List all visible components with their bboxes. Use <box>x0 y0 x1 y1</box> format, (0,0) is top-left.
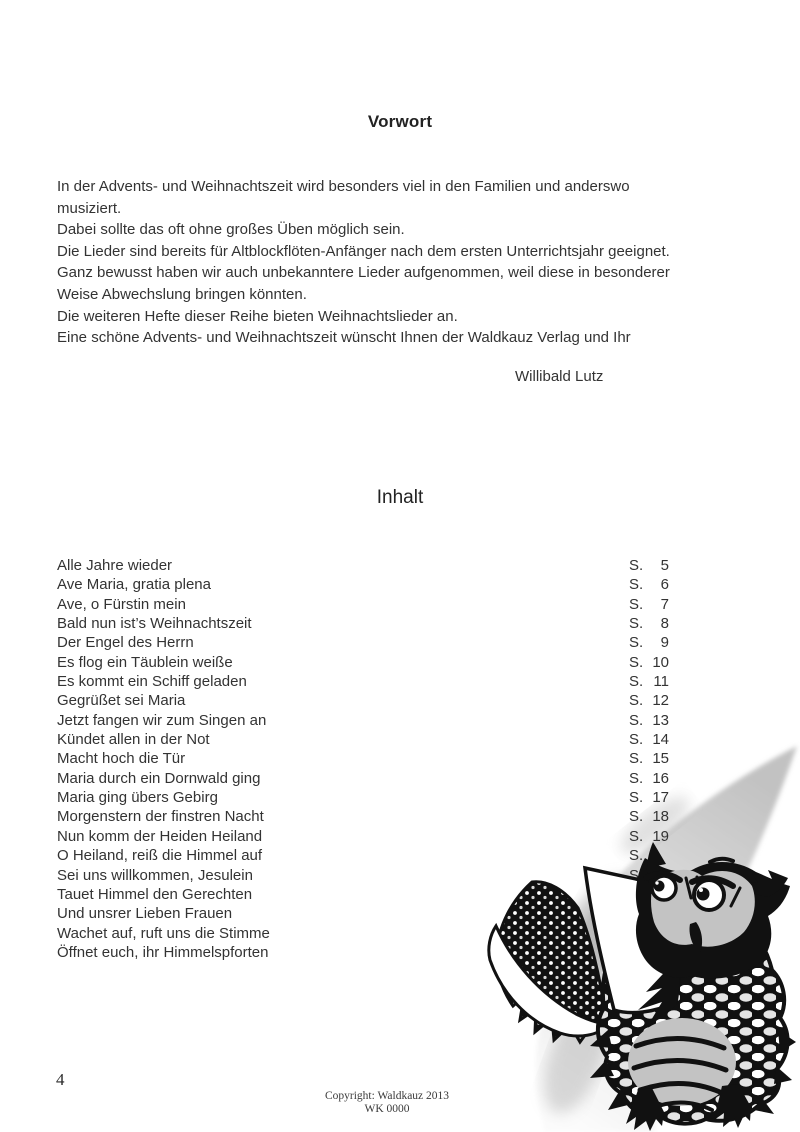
toc-entry-title: Es kommt ein Schiff geladen <box>57 673 247 691</box>
toc-row <box>57 614 669 633</box>
toc-page-prefix: S. <box>629 557 644 574</box>
toc-entry-title: Jetzt fangen wir zum Singen an <box>57 711 267 729</box>
vorwort-line: Eine schöne Advents- und Weihnachtszeit wünscht Ihnen der Waldkauz Verlag und Ihr <box>57 329 631 347</box>
toc-page-number: 13 <box>652 711 669 729</box>
toc-page-prefix: S. <box>629 827 644 845</box>
toc-entry-title: Und unsrer Lieben Frauen <box>57 905 233 923</box>
toc-page-prefix: S. <box>629 692 644 710</box>
vorwort-line: Ganz bewusst haben wir auch unbekanntere Lieder aufgenommen, weil diese in besonderer <box>57 264 670 282</box>
toc-page-number: 16 <box>652 769 669 787</box>
toc-entry-title: Es flog ein Täublein weiße <box>57 653 233 671</box>
toc-page-number: 11 <box>653 673 669 691</box>
toc-page-number: 7 <box>660 595 669 613</box>
toc-entry-page <box>629 672 669 691</box>
toc-entry-title: Maria durch ein Dornwald ging <box>57 769 261 787</box>
toc-entry-page <box>629 633 669 652</box>
toc-entry-title: O Heiland, reiß die Himmel auf <box>57 847 263 865</box>
toc-page-prefix: S. <box>629 731 644 749</box>
toc-page-prefix: S. <box>629 808 644 826</box>
toc-row <box>57 575 669 594</box>
vorwort-heading: Vorwort <box>367 112 433 131</box>
toc-row <box>57 691 669 710</box>
toc-row <box>57 633 669 652</box>
toc-entry-title: Öffnet euch, ihr Himmelspforten <box>57 943 269 961</box>
toc-page-number: 17 <box>652 789 669 807</box>
vorwort-line: Weise Abwechslung bringen könnten. <box>57 285 307 303</box>
toc-row <box>57 556 669 575</box>
author-signature: Willibald Lutz <box>515 368 604 385</box>
toc-entry-page <box>629 614 669 633</box>
toc-page-prefix: S <box>629 866 640 884</box>
toc-entry-title: Ave Maria, gratia plena <box>57 576 211 594</box>
toc-entry-page <box>629 556 669 575</box>
toc-page-number: 9 <box>660 634 669 652</box>
toc-page-prefix: S. <box>629 634 644 652</box>
toc-page-prefix: S. <box>629 653 644 671</box>
toc-page-prefix: S. <box>629 595 644 613</box>
copyright-line1: Copyright: Waldkauz 2013 <box>324 1090 450 1102</box>
toc-entry-title: Ave, o Fürstin mein <box>57 595 186 613</box>
toc-page-number: 12 <box>652 692 669 710</box>
copyright-line2: WK 0000 <box>364 1102 410 1115</box>
toc-row <box>57 653 669 672</box>
toc-page-number: 10 <box>652 653 669 671</box>
toc-entry-title: Tauet Himmel den Gerechten <box>57 885 253 903</box>
toc-page-number: 6 <box>660 576 669 594</box>
toc-entry-page <box>629 691 669 710</box>
toc-page-number: 5 <box>660 557 669 574</box>
toc-entry-page <box>629 653 669 672</box>
toc-page-number: 14 <box>652 731 669 749</box>
toc-entry-title: Gegrüßet sei Maria <box>57 692 186 710</box>
toc-entry-page <box>629 595 669 614</box>
toc-page-prefix: S. <box>629 576 644 594</box>
vorwort-line: Die Lieder sind bereits für Altblockflöten-Anfänger nach dem ersten Unterrichtsjahr geeignet. <box>57 242 670 260</box>
toc-row <box>57 595 669 614</box>
toc-page-prefix: S. <box>629 769 644 787</box>
toc-entry-title: Morgenstern der finstren Nacht <box>57 808 264 826</box>
toc-entry-title: Nun komm der Heiden Heiland <box>57 827 263 845</box>
toc-page-prefix: S. <box>629 615 644 633</box>
toc-row <box>57 672 669 691</box>
toc-entry-title: Alle Jahre wieder <box>57 557 173 574</box>
toc-entry-page <box>629 711 669 730</box>
vorwort-line: Dabei sollte das oft ohne großes Üben möglich sein. <box>57 221 405 239</box>
toc-entry-title: Kündet allen in der Not <box>57 731 210 749</box>
toc-page-prefix: S. <box>629 789 644 807</box>
toc-page-number: 15 <box>652 750 669 768</box>
toc-entry-title: Der Engel des Herrn <box>57 634 194 652</box>
toc-row <box>57 711 669 730</box>
toc-page-prefix: S. <box>629 750 644 768</box>
inhalt-heading: Inhalt <box>376 487 424 508</box>
toc-entry-title: Wachet auf, ruft uns die Stimme <box>57 924 270 942</box>
toc-page-number: 18 <box>652 808 669 826</box>
toc-entry-page <box>629 575 669 594</box>
owl-mascot-illustration <box>440 730 800 1132</box>
vorwort-line: Die weiteren Hefte dieser Reihe bieten Weihnachtslieder an. <box>57 307 458 325</box>
toc-page-prefix: S. <box>629 711 644 729</box>
vorwort-paragraph <box>57 176 757 349</box>
toc-page-number: 8 <box>660 615 669 633</box>
vorwort-line: In der Advents- und Weihnachtszeit wird besonders viel in den Familien und anderswo <box>57 178 630 195</box>
vorwort-line: musiziert. <box>57 199 122 217</box>
toc-page-number: 19 <box>652 827 669 845</box>
toc-entry-title: Bald nun ist’s Weihnachtszeit <box>57 615 252 633</box>
toc-entry-title: Macht hoch die Tür <box>57 750 186 768</box>
toc-entry-title: Maria ging übers Gebirg <box>57 789 218 807</box>
page-number: 4 <box>56 1070 65 1089</box>
toc-entry-title: Sei uns willkommen, Jesulein <box>57 866 253 884</box>
toc-page-prefix: S. <box>629 847 644 865</box>
toc-page-prefix: S. <box>629 673 644 691</box>
